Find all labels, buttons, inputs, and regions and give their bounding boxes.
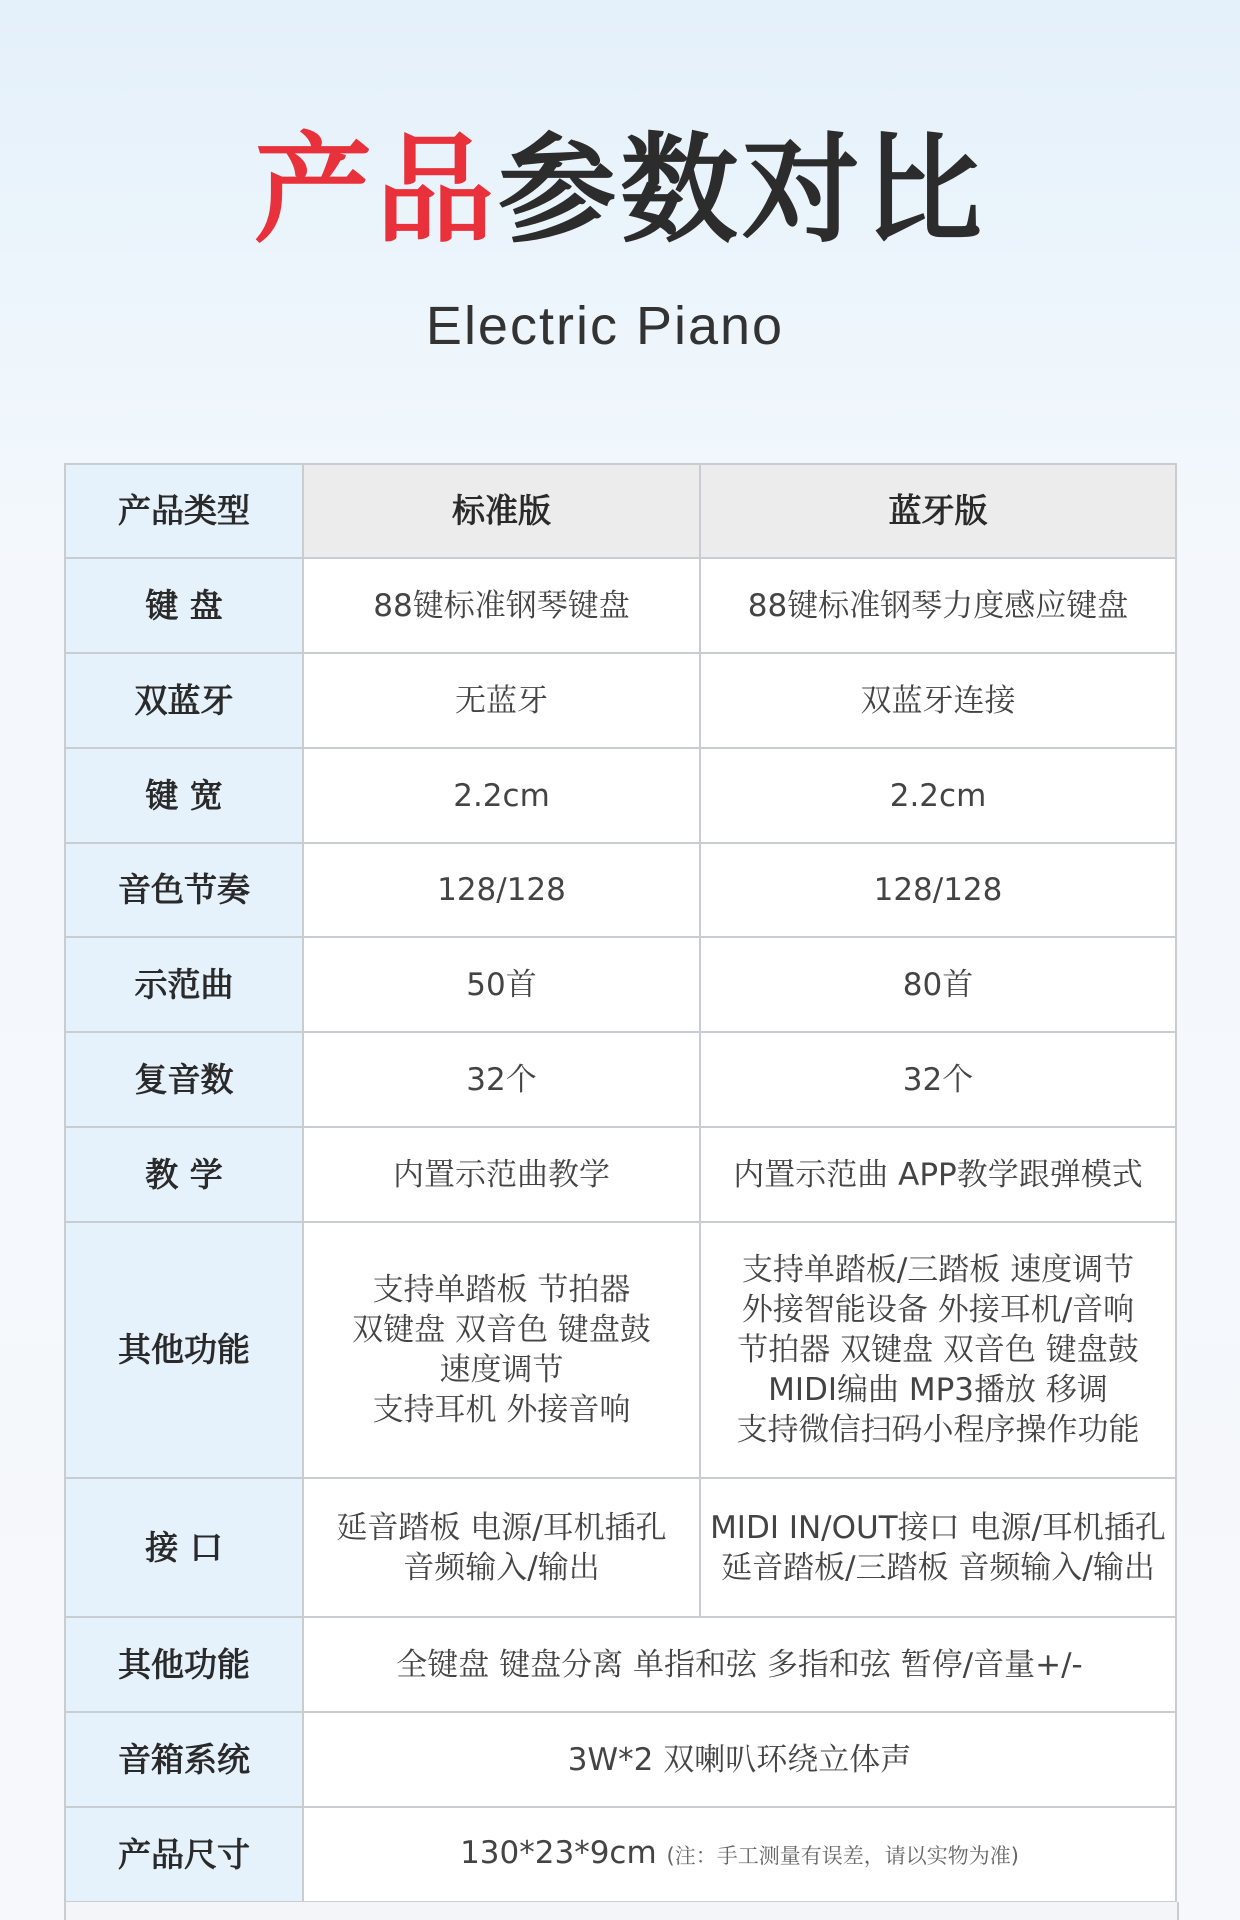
table-row — [65, 1807, 1176, 1902]
table-row — [65, 1712, 1176, 1807]
spec-comparison-table — [64, 463, 1177, 1903]
cell-bluetooth: 内置示范曲 APP教学跟弹模式 — [700, 1127, 1176, 1222]
table-continuation — [64, 1902, 1179, 1920]
cell-line: MIDI编曲 MP3播放 移调 — [768, 1372, 1108, 1408]
table-row — [65, 653, 1176, 748]
row-label: 音色节奏 — [65, 843, 303, 937]
cell-shared: 3W*2 双喇叭环绕立体声 — [303, 1712, 1176, 1807]
cell-standard: 2.2cm — [303, 748, 700, 843]
cell-standard: 无蓝牙 — [303, 653, 700, 748]
cell-standard: 128/128 — [303, 843, 700, 937]
row-label: 键 宽 — [65, 748, 303, 843]
table-row — [65, 843, 1176, 937]
cell-line: 音频输入/输出 — [403, 1549, 600, 1586]
table-row — [65, 1478, 1176, 1617]
row-label: 示范曲 — [65, 937, 303, 1032]
cell-line: 支持单踏板/三踏板 速度调节 — [741, 1252, 1135, 1288]
table-row — [65, 748, 1176, 843]
title-red: 产品 — [253, 121, 498, 259]
table-row — [65, 1222, 1176, 1478]
cell-bluetooth: 88键标准钢琴力度感应键盘 — [700, 558, 1176, 653]
cell-line: 延音踏板 电源/耳机插孔 — [336, 1509, 667, 1546]
cell-bluetooth: 2.2cm — [700, 748, 1176, 843]
cell-line: 节拍器 双键盘 双音色 键盘鼓 — [737, 1332, 1139, 1368]
row-label: 其他功能 — [65, 1617, 303, 1712]
header-bluetooth: 蓝牙版 — [700, 464, 1176, 558]
size-note: (注：手工测量有误差，请以实物为准) — [666, 1844, 1019, 1868]
table-row — [65, 1032, 1176, 1127]
row-label: 键 盘 — [65, 558, 303, 653]
cell-line: 双键盘 双音色 键盘鼓 — [352, 1312, 651, 1348]
cell-shared — [303, 1807, 1176, 1902]
cell-standard — [303, 1222, 700, 1478]
cell-bluetooth: 128/128 — [700, 843, 1176, 937]
table-row — [65, 937, 1176, 1032]
cell-standard: 50首 — [303, 937, 700, 1032]
row-label: 音箱系统 — [65, 1712, 303, 1807]
cell-line: 延音踏板/三踏板 音频输入/输出 — [721, 1549, 1155, 1586]
cell-bluetooth — [700, 1478, 1176, 1617]
row-label: 教 学 — [65, 1127, 303, 1222]
table-row — [65, 1617, 1176, 1712]
header-label: 产品类型 — [65, 464, 303, 558]
cell-line: 速度调节 — [439, 1352, 564, 1388]
cell-bluetooth: 32个 — [700, 1032, 1176, 1127]
page-title — [0, 120, 1240, 260]
cell-line: 支持微信扫码小程序操作功能 — [736, 1412, 1140, 1448]
cell-shared: 全键盘 键盘分离 单指和弦 多指和弦 暂停/音量+/- — [303, 1617, 1176, 1712]
title-dark: 参数对比 — [498, 121, 987, 259]
page-subtitle: Electric Piano — [425, 296, 785, 356]
table-row — [65, 558, 1176, 653]
cell-line: 外接智能设备 外接耳机/音响 — [741, 1292, 1135, 1328]
cell-standard: 32个 — [303, 1032, 700, 1127]
cell-line: 支持耳机 外接音响 — [372, 1392, 631, 1428]
cell-line: 支持单踏板 节拍器 — [372, 1272, 631, 1308]
row-label: 接 口 — [65, 1478, 303, 1617]
table-header-row — [65, 464, 1176, 558]
row-label: 复音数 — [65, 1032, 303, 1127]
header-standard: 标准版 — [303, 464, 700, 558]
cell-bluetooth — [700, 1222, 1176, 1478]
size-value: 130*23*9cm — [460, 1835, 657, 1871]
cell-bluetooth: 80首 — [700, 937, 1176, 1032]
cell-standard: 内置示范曲教学 — [303, 1127, 700, 1222]
cell-standard: 88键标准钢琴键盘 — [303, 558, 700, 653]
row-label: 产品尺寸 — [65, 1807, 303, 1902]
table-row — [65, 1127, 1176, 1222]
row-label: 其他功能 — [65, 1222, 303, 1478]
cell-standard — [303, 1478, 700, 1617]
row-label: 双蓝牙 — [65, 653, 303, 748]
cell-line: MIDI IN/OUT接口 电源/耳机插孔 — [710, 1509, 1166, 1546]
cell-bluetooth: 双蓝牙连接 — [700, 653, 1176, 748]
